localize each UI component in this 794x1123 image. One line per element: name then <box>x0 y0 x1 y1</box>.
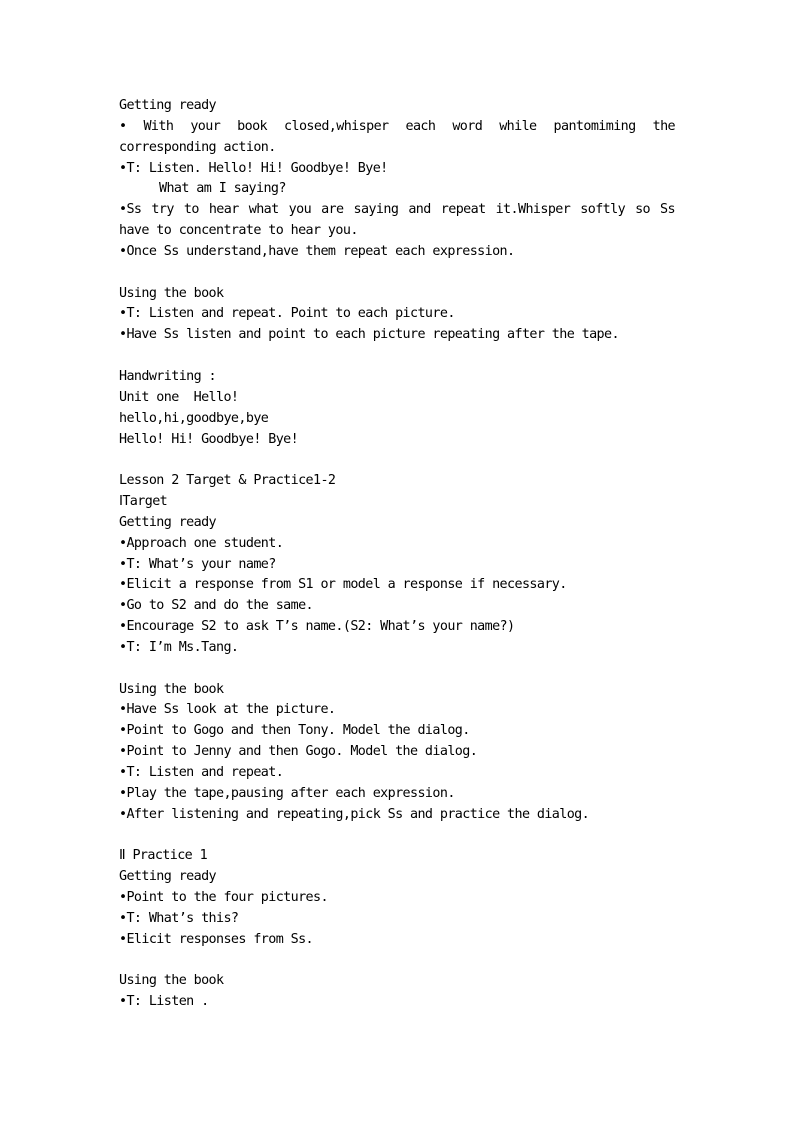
bullet-item: •Once Ss understand,have them repeat each expression. <box>119 243 515 259</box>
blank-line <box>119 951 675 972</box>
bullet-item-continued: corresponding action. <box>119 139 276 155</box>
section-heading: Getting ready <box>119 869 217 885</box>
handwriting-line: Unit one Hello! <box>119 389 239 405</box>
bullet-item: •T: What’s this? <box>119 910 239 926</box>
bullet-item: •Play the tape,pausing after each expression. <box>119 785 455 801</box>
blank-line <box>119 263 675 284</box>
bullet-item: •Point to the four pictures. <box>119 890 328 906</box>
blank-line <box>119 826 675 847</box>
bullet-item-continued: What am I saying? <box>159 181 286 197</box>
bullet-item: •Point to Gogo and then Tony. Model the dialog. <box>119 723 470 739</box>
blank-line <box>119 450 675 471</box>
bullet-item: •Encourage S2 to ask T’s name.(S2: What’s your name?) <box>119 619 515 635</box>
bullet-item: •Have Ss listen and point to each picture repeating after the tape. <box>119 327 619 343</box>
lesson-title: Lesson 2 Target & Practice1-2 <box>119 473 336 489</box>
bullet-item: •T: Listen. Hello! Hi! Goodbye! Bye! <box>119 160 388 176</box>
bullet-item: •T: I’m Ms.Tang. <box>119 639 239 655</box>
handwriting-line: Hello! Hi! Goodbye! Bye! <box>119 431 299 447</box>
section-heading: Handwriting : <box>119 368 217 384</box>
bullet-item: •Have Ss look at the picture. <box>119 702 336 718</box>
bullet-item: •Approach one student. <box>119 535 284 551</box>
lesson-plan-text <box>119 96 675 1013</box>
bullet-item: •Elicit a response from S1 or model a response if necessary. <box>119 577 567 593</box>
bullet-item: •T: Listen . <box>119 994 209 1010</box>
bullet-item: •Go to S2 and do the same. <box>119 598 314 614</box>
bullet-item: • With your book closed,whisper each word while pantomiming the <box>119 118 675 134</box>
blank-line <box>119 346 675 367</box>
bullet-item: •Ss try to hear what you are saying and repeat it.Whisper softly so Ss <box>119 202 675 218</box>
bullet-item: •T: Listen and repeat. <box>119 765 284 780</box>
bullet-item: •T: What’s your name? <box>119 556 276 572</box>
bullet-item-continued: have to concentrate to hear you. <box>119 223 358 239</box>
subsection-heading: Ⅱ Practice 1 <box>119 848 208 864</box>
section-heading: Getting ready <box>119 514 217 530</box>
subsection-heading: ⅠTarget <box>119 494 168 510</box>
bullet-item: •Point to Jenny and then Gogo. Model the dialog. <box>119 744 478 760</box>
section-heading: Using the book <box>119 973 224 989</box>
section-heading: Using the book <box>119 681 224 697</box>
blank-line <box>119 659 675 680</box>
section-heading: Getting ready <box>119 98 217 113</box>
section-heading: Using the book <box>119 285 224 301</box>
bullet-item: •After listening and repeating,pick Ss and practice the dialog. <box>119 806 590 822</box>
bullet-item: •T: Listen and repeat. Point to each picture. <box>119 306 455 322</box>
handwriting-line: hello,hi,goodbye,bye <box>119 410 269 426</box>
bullet-item: •Elicit responses from Ss. <box>119 931 314 947</box>
